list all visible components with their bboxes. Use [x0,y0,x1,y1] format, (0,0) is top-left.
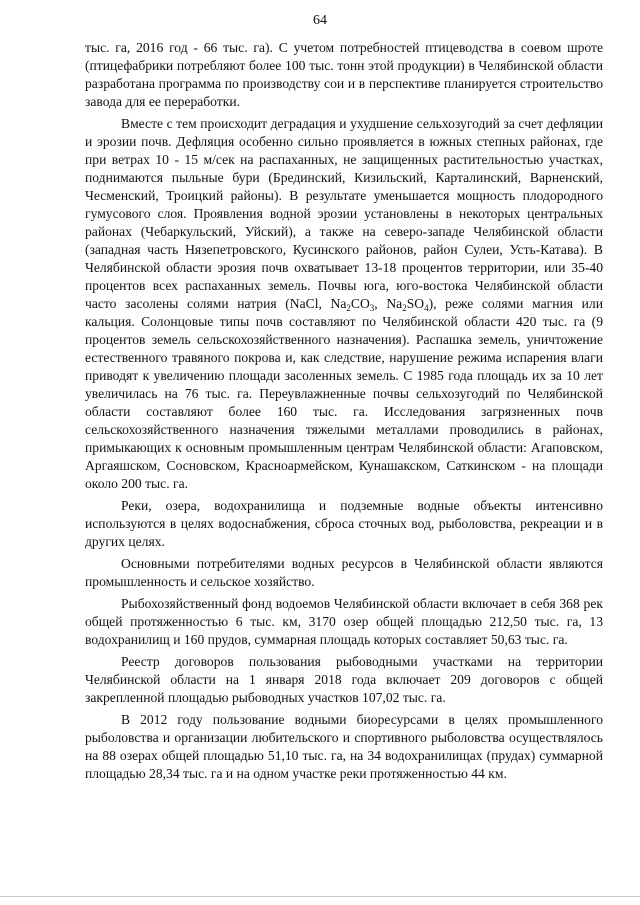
paragraph-2-text-a: Вместе с тем происходит деградация и ухудшение сельхозугодий за счет дефляции и эрозии почв. Дефляция особенно сильно проявляется в южных степных районах, где при ветрах 10 - 15 м/сек на распаханных, не защищенных растительностью участках, поднимаются пыльные бури (Брединский, Кизильский, Карталинский, Варненский, Чесменский, Троицкий районы). В результате уменьшается мощность плодородного гумусового слоя. Проявления водной эрозии установлены в некоторых центральных районах (Чебаркульский, Уйский), а также на северо-западе Челябинской области (западная часть Нязепетровского, Кусинского районов, район Сулеи, Усть-Катава). В Челябинской области эрозия почв охватывает 13-18 процентов территории, или 35-40 процентов всех распаханных земель. Почвы юга, юго-востока Челябинской области часто засолены солями натрия ( [85,116,603,311]
paragraph-2 [85,115,603,493]
body-text [85,39,603,783]
chem-na2co3: $Na_2CO_3$ [330,296,375,313]
paragraph-6: Реестр договоров пользования рыбоводными участками на территории Челябинской области на 1 января 2018 года включает 209 договоров с общей закрепленной площадью рыбоводных участков 107,02 тыс. га. [85,654,603,705]
page-number: 64 [313,13,327,28]
paragraph-5: Рыбохозяйственный фонд водоемов Челябинской области включает в себя 368 рек общей протяженностью 6 тыс. км, 3170 озер общей площадью 212,50 тыс. га, 13 водохранилищ и 160 прудов, суммарная площадь которых составляет 50,63 тыс. га. [85,596,603,647]
chem-na2so4: $Na_2SO_4$ [386,296,429,313]
chem-nacl: NaCl [289,296,319,311]
scan-edge-line [0,896,640,897]
paragraph-7: В 2012 году пользование водными биоресурсами в целях промышленного рыболовства и организации любительского и спортивного рыболовства осуществлялось на 88 озерах общей площадью 51,10 тыс. га, на 34 водохранилищах (прудах) суммарной площадью 28,34 тыс. га и на одном участке реки протяженностью 44 км. [85,712,603,781]
paragraph-1: тыс. га, 2016 год - 66 тыс. га). С учетом потребностей птицеводства в соевом шроте (птицефабрики потребляют более 100 тыс. тонн этой продукции) в Челябинской области разработана программа по производству сои и в перспективе планируется строительство завода для ее переработки. [85,40,603,109]
chem-separator-2: , [374,296,387,311]
chem-separator-1: , [318,296,331,311]
paragraph-4: Основными потребителями водных ресурсов в Челябинской области являются промышленность и сельское хозяйство. [85,556,603,589]
paragraph-3: Реки, озера, водохранилища и подземные водные объекты интенсивно используются в целях водоснабжения, сброса сточных вод, рыболовства, рекреации и в других целях. [85,498,603,549]
paragraph-2-text-b: ), реже солями магния или кальция. Солонцовые типы почв составляют по Челябинской области 420 тыс. га (9 процентов земель сельскохозяйственного назначения). Распашка земель, уничтожение естественного травяного покрова и, как следствие, нарушение режима испарения влаги приводят к увеличению площади засоленных земель. С 1985 года площадь их за 10 лет увеличилась на 76 тыс. га. Переувлажненные почвы сельхозугодий по Челябинской области составляют более 160 тыс. га. Исследования загрязненных почв сельскохозяйственного назначения тяжелыми металлами проводились в районах, примыкающих к основным промышленным центрам Челябинской области: Агаповском, Аргаяшском, Сосновском, Красноармейском, Кунашакском, Саткинском - на площади около 200 тыс. га. [85,296,603,491]
